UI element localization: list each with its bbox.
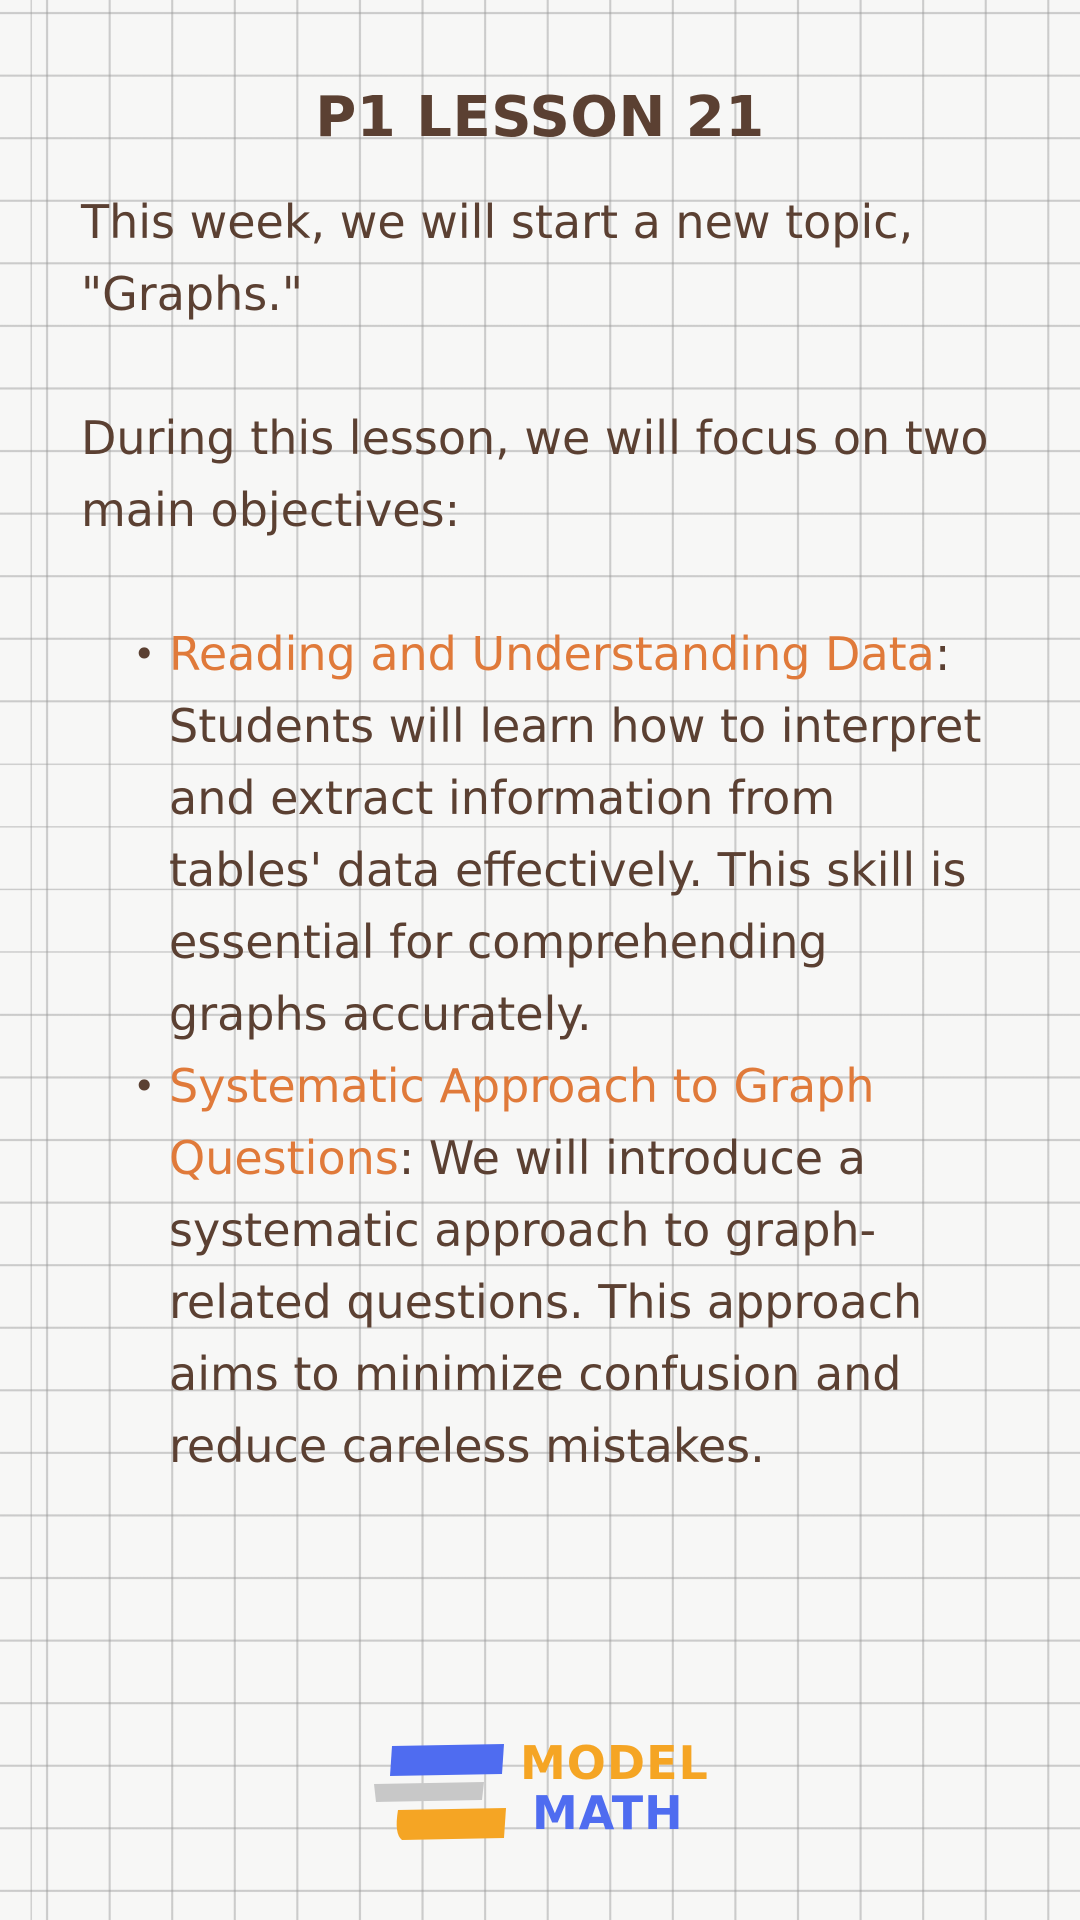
objective-text: : We will introduce a systematic approach to graph-related questions. This approach aims to minimize confusion and reduce careless mistakes. [169,1131,923,1473]
bullet-icon: • [133,632,156,676]
page-title: P1 LESSON 21 [315,85,765,150]
objective-item [133,1050,999,1482]
objective-heading: Systematic Approach to Graph Questions [169,1059,875,1185]
bullet-icon: • [133,1064,156,1108]
model-math-logo [372,1738,712,1848]
objective-item [133,618,999,1050]
intro-paragraph: This week, we will start a new topic, "Graphs." [81,195,914,321]
objective-text: : Students will learn how to interpret and extract information from tables' data effectively. This skill is essential for comprehending graphs accurately. [169,627,982,1041]
objective-heading: Reading and Understanding Data [169,627,935,681]
logo-bars-icon [372,1738,512,1848]
lesson-content [81,186,1021,1482]
logo-word-model: MODEL [520,1736,709,1790]
objectives-list [81,618,1021,1482]
logo-wordmark [520,1738,720,1838]
logo-word-math: MATH [532,1786,684,1840]
focus-paragraph: During this lesson, we will focus on two main objectives: [81,411,989,537]
